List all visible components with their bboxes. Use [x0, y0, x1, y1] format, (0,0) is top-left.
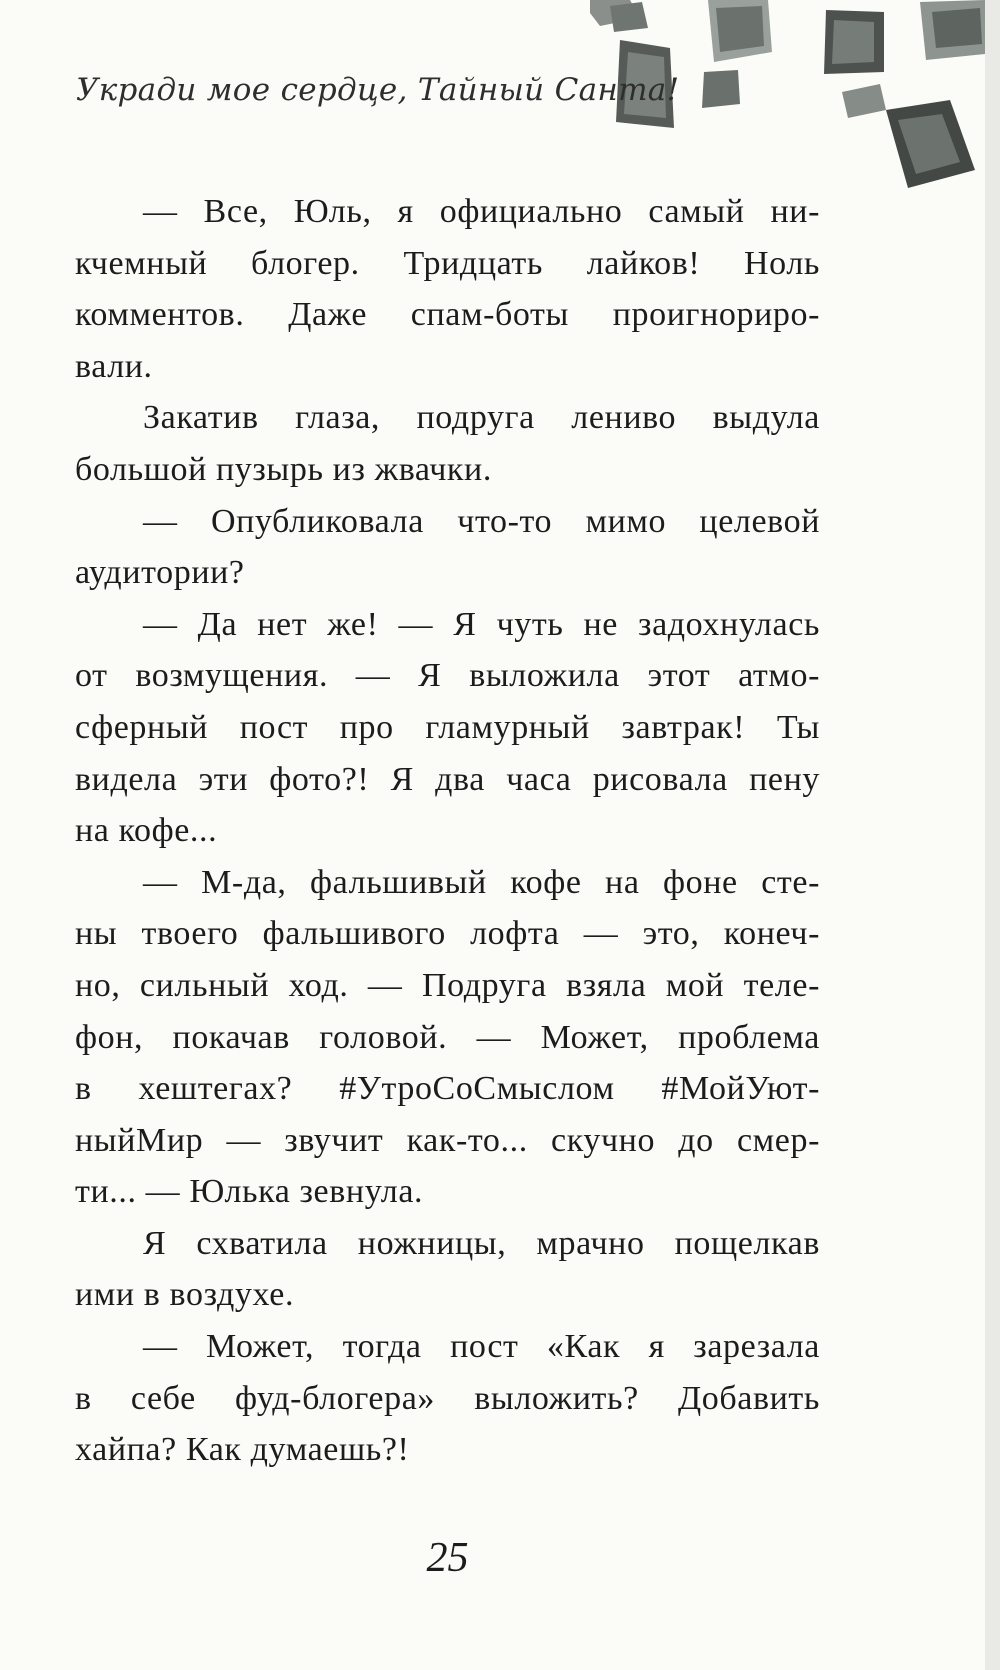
text-line: ныйМир — звучит как-то... скучно до смер-: [75, 1121, 820, 1159]
gift-box-small-top: [610, 2, 648, 32]
text-line: Закатив глаза, подруга лениво выдула: [143, 399, 820, 437]
text-line: видела эти фото?! Я два часа рисовала пену: [75, 760, 820, 798]
text-line: сферный пост про гламурный завтрак! Ты: [75, 708, 820, 746]
text-line: большой пузырь из жвачки.: [75, 450, 492, 488]
text-line: на кофе...: [75, 812, 218, 850]
text-line: ти... — Юлька зевнула.: [75, 1173, 424, 1211]
text-line: Я схватила ножницы, мрачно пощелкав: [143, 1224, 820, 1262]
text-line: — Может, тогда пост «Как я зарезала: [143, 1328, 820, 1366]
text-line: — Да нет же! — Я чуть не задохнулась: [143, 605, 820, 643]
text-line: в себе фуд-блогера» выложить? Добавить: [75, 1379, 820, 1417]
text-line: вали.: [75, 347, 153, 385]
text-line: в хештегах? #УтроСоСмыслом #МойУют-: [75, 1070, 820, 1108]
text-line: но, сильный ход. — Подруга взяла мой теле-: [75, 966, 820, 1004]
page-number: 25: [426, 1535, 469, 1581]
gift-box-fragment-small: [702, 70, 740, 108]
text-line: — М-да, фальшивый кофе на фоне сте-: [143, 863, 820, 901]
gift-box-edge-piece: [920, 0, 985, 60]
gift-box-tall-right: [824, 10, 884, 74]
running-header-title: Укради мое сердце, Тайный Санта!: [76, 72, 680, 108]
text-line: хайпа? Как думаешь?!: [75, 1431, 410, 1469]
text-line: кчемный блогер. Тридцать лайков! Ноль: [75, 244, 820, 282]
text-line: — Опубликовала что-то мимо целевой: [143, 502, 820, 540]
page-edge: [985, 0, 1000, 1670]
text-line: фон, покачав головой. — Может, проблема: [75, 1018, 820, 1056]
text-line: комментов. Даже спам-боты проигнориро-: [75, 296, 820, 334]
gift-box-wrapped-middle: [708, 0, 772, 62]
text-line: ими в воздухе.: [75, 1276, 295, 1314]
text-line: аудитории?: [75, 554, 245, 592]
gift-box-large-corner: [886, 100, 975, 188]
gift-box-fragment-right: [842, 84, 886, 118]
text-line: ны твоего фальшивого лофта — это, конеч-: [75, 915, 820, 953]
page-body-text: [75, 186, 820, 1476]
text-line: от возмущения. — Я выложила этот атмо-: [75, 657, 820, 695]
text-line: — Все, Юль, я официально самый ни-: [143, 193, 820, 230]
